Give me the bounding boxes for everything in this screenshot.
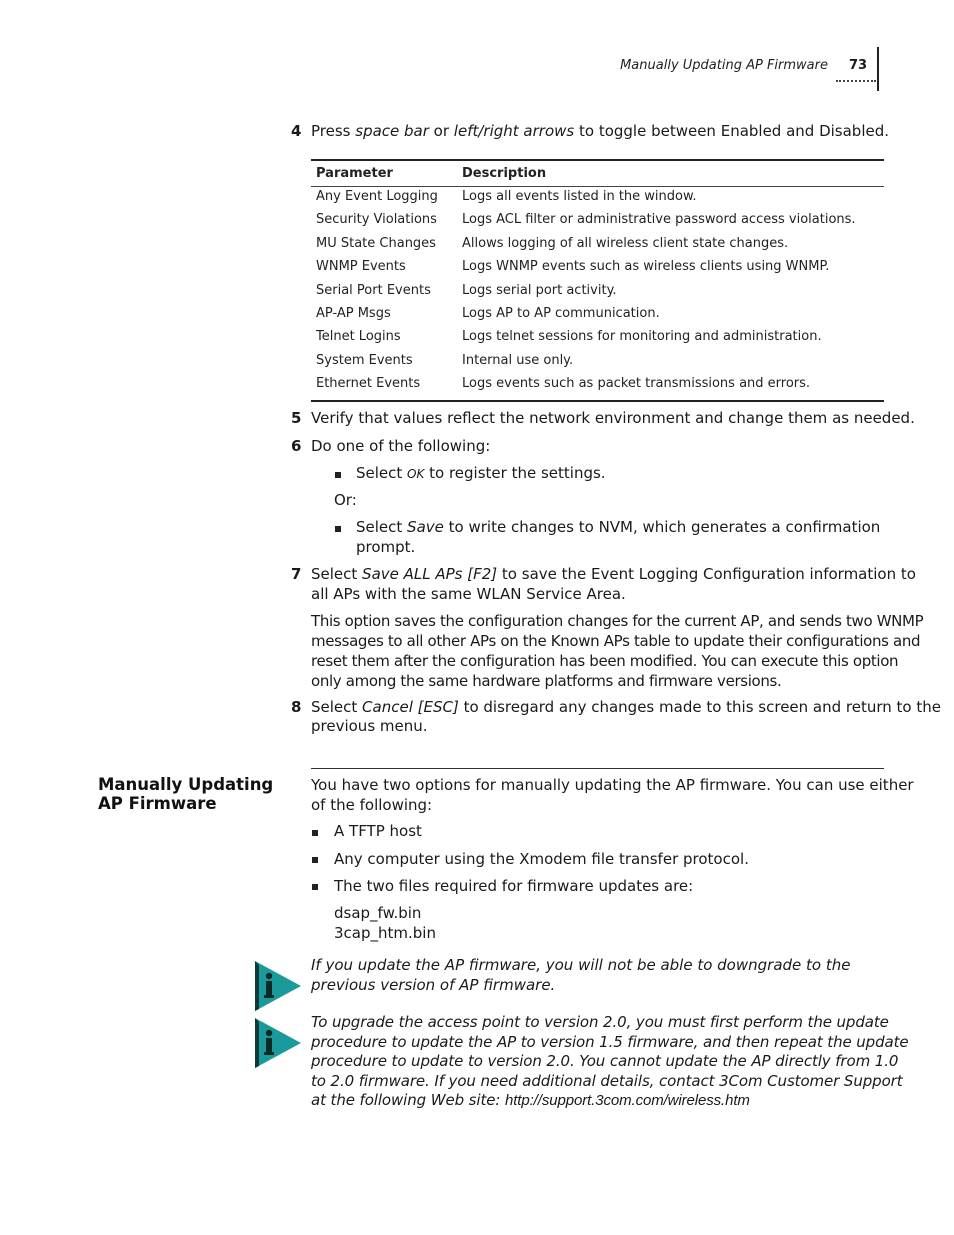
step-7-explanation	[311, 611, 923, 691]
description-cell: Logs AP to AP communication.	[462, 305, 660, 321]
description-cell: Logs all events listed in the window.	[462, 189, 697, 204]
table-body	[311, 187, 884, 398]
table-row	[311, 257, 884, 280]
page-number: 73	[848, 58, 868, 73]
parameter-cell: Ethernet Events	[316, 376, 421, 392]
note-line: previous version of AP firmware.	[311, 975, 556, 994]
step-8-text-cont: previous menu.	[311, 717, 428, 735]
info-icon	[255, 961, 301, 1011]
table-row	[311, 210, 884, 233]
option-tftp-host: A TFTP host	[334, 822, 422, 840]
table-row	[311, 234, 884, 257]
table-row	[311, 327, 884, 350]
step-5-number: 5	[291, 409, 302, 427]
step-5-text: Verify that values reflect the network environment and change them as needed.	[311, 409, 915, 427]
table-header-row	[311, 161, 884, 187]
section-intro	[311, 775, 914, 815]
section-rule	[311, 768, 884, 769]
step-6-text: Do one of the following:	[311, 437, 491, 455]
table-row	[311, 187, 884, 210]
step-7-text-cont: all APs with the same WLAN Service Area.	[311, 585, 626, 603]
bullet-marker	[312, 830, 318, 836]
bullet-marker	[335, 472, 341, 478]
note-line: to 2.0 firmware. If you need additional details, contact 3Com Customer Support	[311, 1071, 903, 1090]
description-cell: Logs serial port activity.	[462, 282, 617, 298]
section-title-line: AP Firmware	[98, 794, 217, 813]
parameter-cell: Any Event Logging	[316, 189, 438, 204]
step-8-text: Select Cancel [ESC] to disregard any changes made to this screen and return to the	[311, 698, 941, 716]
parameter-cell: System Events	[316, 352, 413, 368]
parameter-cell: Telnet Logins	[316, 329, 401, 345]
step-7-text: Select Save ALL APs [F2] to save the Event Logging Configuration information to	[311, 565, 916, 583]
description-cell: Logs telnet sessions for monitoring and administration.	[462, 329, 822, 345]
step-6-option-save-cont: prompt.	[356, 538, 416, 556]
table-row	[311, 304, 884, 327]
note-downgrade-warning	[311, 956, 850, 995]
description-cell: Internal use only.	[462, 352, 574, 368]
paragraph-line: only among the same hardware platforms and firmware versions.	[311, 671, 782, 690]
step-6-option-save: Select Save to write changes to NVM, which generates a confirmation	[356, 518, 881, 536]
firmware-file-list	[334, 903, 436, 943]
info-icon	[255, 1018, 301, 1068]
step-4-text: Press space bar or left/right arrows to toggle between Enabled and Disabled.	[311, 122, 890, 140]
table-row	[311, 351, 884, 374]
paragraph-line: reset them after the configuration has been modified. You can execute this option	[311, 651, 899, 670]
paragraph-line: This option saves the configuration changes for the current AP, and sends two WNMP	[311, 612, 924, 630]
paragraph-line: of the following:	[311, 796, 433, 814]
description-cell: Logs events such as packet transmissions and errors.	[462, 376, 811, 392]
step-8-number: 8	[291, 698, 302, 716]
description-cell: Logs WNMP events such as wireless clients using WNMP.	[462, 259, 830, 275]
bullet-marker	[312, 857, 318, 863]
parameter-cell: AP-AP Msgs	[316, 305, 391, 321]
note-line: procedure to update the AP to version 1.5 firmware, and then repeat the update	[311, 1032, 909, 1051]
step-7-number: 7	[291, 565, 302, 583]
parameter-cell: Security Violations	[316, 212, 437, 228]
table-row	[311, 374, 884, 397]
support-url-link[interactable]: http://support.3com.com/wireless.htm	[505, 1092, 750, 1110]
bullet-marker	[312, 884, 318, 890]
bullet-marker	[335, 526, 341, 532]
description-cell: Allows logging of all wireless client state changes.	[462, 235, 789, 251]
step-6-option-ok: Select OK to register the settings.	[356, 464, 606, 482]
step-6-number: 6	[291, 437, 302, 455]
event-logging-parameter-table	[311, 159, 884, 402]
parameter-cell: Serial Port Events	[316, 282, 431, 298]
option-xmodem: Any computer using the Xmodem file transfer protocol.	[334, 850, 749, 868]
parameter-cell: WNMP Events	[316, 259, 406, 275]
paragraph-line: messages to all other APs on the Known APs table to update their configurations and	[311, 631, 921, 650]
description-cell: Logs ACL filter or administrative password access violations.	[462, 212, 856, 228]
note-line: If you update the AP firmware, you will not be able to downgrade to the	[311, 956, 851, 974]
column-header-description: Description	[462, 166, 547, 181]
step-6-or: Or:	[334, 491, 357, 509]
header-divider	[877, 47, 879, 91]
note-line: procedure to update to version 2.0. You cannot update the AP directly from 1.0	[311, 1052, 899, 1071]
paragraph-line: You have two options for manually updating the AP firmware. You can use either	[311, 776, 914, 794]
table-bottom-rule	[311, 400, 884, 402]
column-header-parameter: Parameter	[316, 166, 393, 181]
step-4-number: 4	[291, 122, 302, 140]
section-title	[98, 775, 298, 813]
section-title-line: Manually Updating	[98, 775, 274, 794]
note-line: at the following Web site: http://support.3com.com/wireless.htm	[311, 1091, 750, 1110]
table-row	[311, 281, 884, 304]
option-files-required: The two files required for firmware updates are:	[334, 877, 694, 895]
header-dotted-rule	[836, 80, 876, 85]
firmware-file-name: dsap_fw.bin	[334, 904, 422, 922]
running-header-title: Manually Updating AP Firmware	[620, 58, 828, 73]
note-upgrade-procedure	[311, 1013, 909, 1111]
parameter-cell: MU State Changes	[316, 235, 436, 251]
firmware-file-name: 3cap_htm.bin	[334, 924, 436, 942]
note-line: To upgrade the access point to version 2.0, you must first perform the update	[311, 1013, 889, 1031]
